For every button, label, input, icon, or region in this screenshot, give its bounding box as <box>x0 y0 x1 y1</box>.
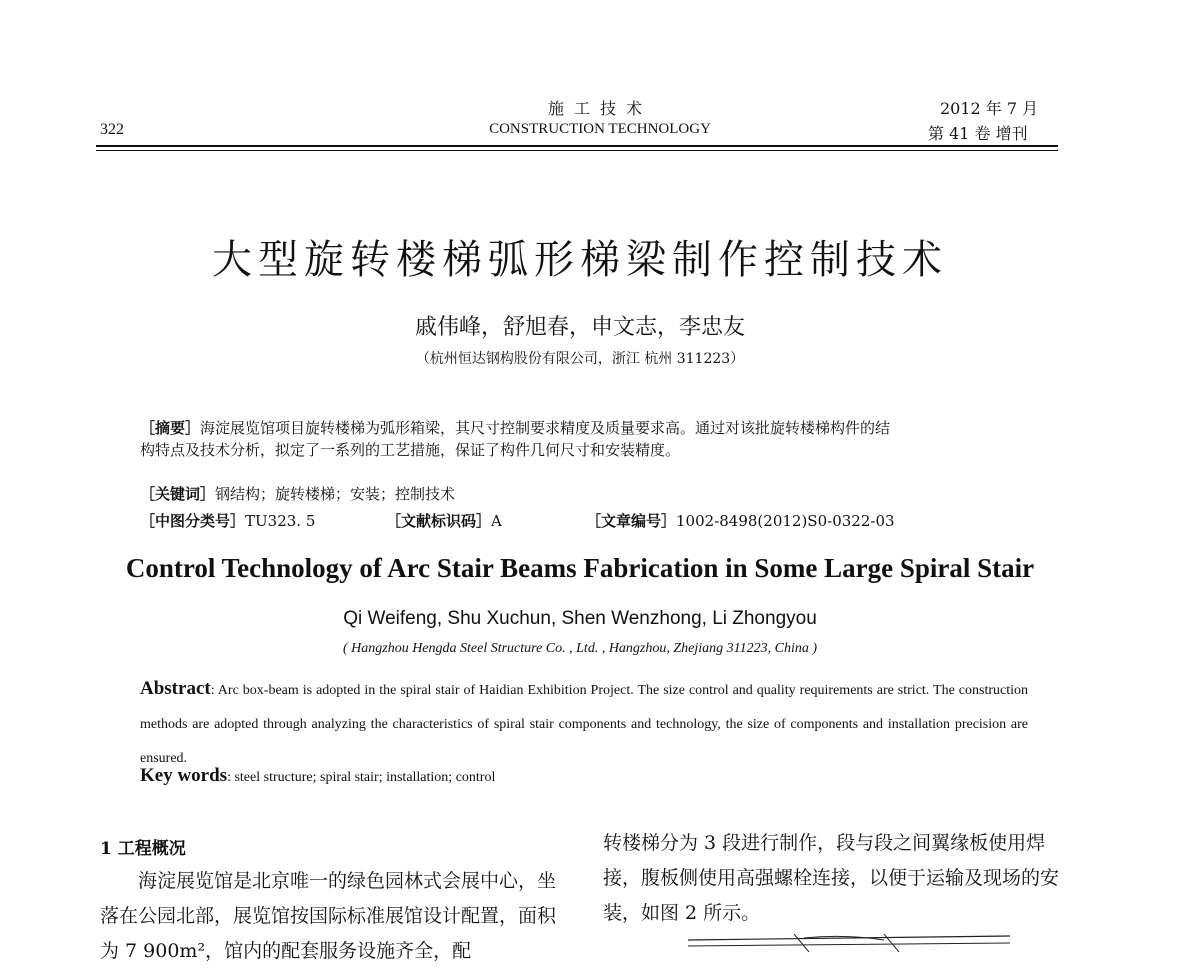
journal-title-cn: 施工技术 <box>547 99 652 118</box>
doc-code-value: A <box>491 512 502 530</box>
article-number <box>586 510 895 532</box>
page-number: 322 <box>100 121 124 138</box>
abstract-cn <box>140 417 1040 461</box>
affiliation-en: ( Hangzhou Hengda Steel Structure Co. , Ltd. , Hangzhou, Zhejiang 311223, China ) <box>342 641 818 656</box>
article-no-value: 1002-8498(2012)S0-0322-03 <box>676 512 895 530</box>
keywords-cn-text: 钢结构；旋转楼梯；安装；控制技术 <box>215 485 456 503</box>
doc-code-label: ［文献标识码］ <box>386 512 492 530</box>
issue-date: 2012 年 7 月 <box>940 99 1039 118</box>
affiliation-cn: （杭州恒达钢构股份有限公司，浙江 杭州 311223） <box>415 351 745 367</box>
authors-cn: 戚伟峰，舒旭春，申文志，李忠友 <box>414 315 745 340</box>
body-column-left: 海淀展览馆是北京唯一的绿色园林式会展中心，坐落在公园北部，展览馆按国际标准展馆设计配置，面积为 7 900m²，馆内的配套服务设施齐全，配 <box>100 870 557 962</box>
keywords-en-label: Key words <box>140 765 228 786</box>
abstract-cn-line1: 海淀展览馆项目旋转楼梯为弧形箱梁，其尺寸控制要求精度及质量要求高。通过对该批旋转楼梯构件的结 <box>200 419 891 437</box>
paper-title-cn: 大型旋转楼梯弧形梯梁制作控制技术 <box>212 237 948 283</box>
keywords-cn <box>140 483 455 505</box>
abstract-en-label: Abstract <box>140 678 211 699</box>
abstract-cn-label: ［摘要］ <box>140 419 201 437</box>
section-heading: 1 工程概况 <box>100 839 186 859</box>
body-column-right: 转楼梯分为 3 段进行制作，段与段之间翼缘板使用焊接，腹板侧使用高强螺栓连接，以便于运输及现场的安装，如图 2 所示。 <box>603 832 1060 924</box>
keywords-en-text: : steel structure; spiral stair; installation; control <box>227 770 496 785</box>
clc-label: ［中图分类号］ <box>140 512 246 530</box>
keywords-en <box>140 765 495 787</box>
header-rule-thin <box>96 150 1058 151</box>
classification-line <box>140 510 1040 534</box>
journal-title-en: CONSTRUCTION TECHNOLOGY <box>489 121 711 137</box>
abstract-cn-line2: 构特点及技术分析，拟定了一系列的工艺措施，保证了构件几何尺寸和安装精度。 <box>140 441 681 459</box>
document-code <box>386 510 502 532</box>
issue-volume: 第 41 卷 增刊 <box>928 124 1028 143</box>
abstract-en-text: : Arc box-beam is adopted in the spiral stair of Haidian Exhibition Project. The size control and quality requirements are strict. The construction methods are adopted through analyzing the characteristics of spiral stair components and technology, the size of components and installation precision are ensured. <box>140 683 1028 766</box>
figure-2-partial <box>684 934 1014 952</box>
article-no-label: ［文章编号］ <box>586 512 677 530</box>
authors-en: Qi Weifeng, Shu Xuchun, Shen Wenzhong, Li Zhongyou <box>343 608 817 629</box>
abstract-en <box>140 672 1028 776</box>
paper-title-en: Control Technology of Arc Stair Beams Fabrication in Some Large Spiral Stair <box>125 553 1035 583</box>
clc-number <box>140 510 315 532</box>
keywords-cn-label: ［关键词］ <box>140 485 216 503</box>
header-rule <box>96 145 1058 147</box>
clc-value: TU323. 5 <box>245 512 316 530</box>
